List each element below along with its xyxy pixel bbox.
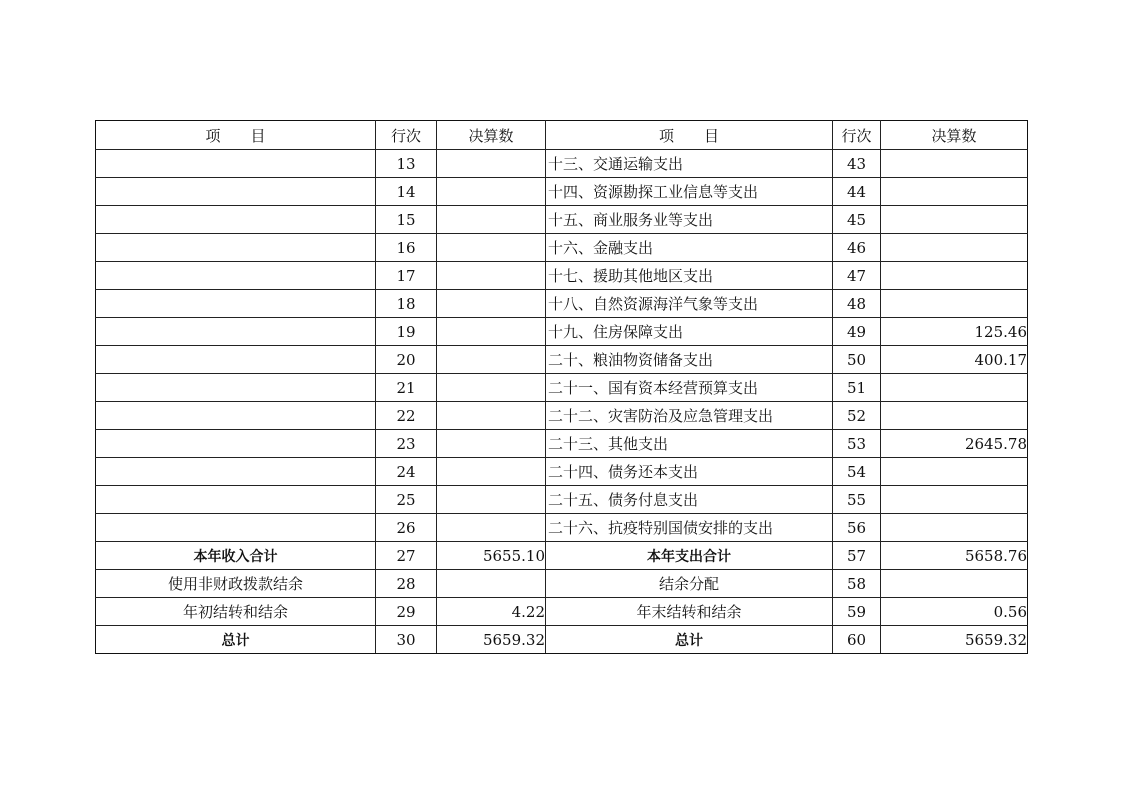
income-row-no: 17 <box>376 262 437 290</box>
expense-item: 二十五、债务付息支出 <box>546 486 833 514</box>
expense-item: 年末结转和结余 <box>546 598 833 626</box>
income-amount <box>437 262 546 290</box>
income-row-no: 27 <box>376 542 437 570</box>
table-body <box>96 150 1028 654</box>
expense-row-no: 43 <box>833 150 881 178</box>
table-row <box>96 486 1028 514</box>
table-row-annual-total <box>96 542 1028 570</box>
income-amount: 4.22 <box>437 598 546 626</box>
expense-item: 二十一、国有资本经营预算支出 <box>546 374 833 402</box>
expense-row-no: 51 <box>833 374 881 402</box>
income-amount <box>437 206 546 234</box>
header-amount-right: 决算数 <box>881 121 1028 150</box>
expense-row-no: 46 <box>833 234 881 262</box>
expense-row-no: 48 <box>833 290 881 318</box>
table-row <box>96 290 1028 318</box>
income-amount <box>437 346 546 374</box>
income-item <box>96 150 376 178</box>
income-item <box>96 486 376 514</box>
expense-item: 十六、金融支出 <box>546 234 833 262</box>
header-item-right: 项 目 <box>546 121 833 150</box>
expense-row-no: 60 <box>833 626 881 654</box>
expense-amount <box>881 458 1028 486</box>
income-amount <box>437 290 546 318</box>
table-row <box>96 374 1028 402</box>
expense-item: 十五、商业服务业等支出 <box>546 206 833 234</box>
expense-row-no: 50 <box>833 346 881 374</box>
table-row <box>96 262 1028 290</box>
expense-item: 十八、自然资源海洋气象等支出 <box>546 290 833 318</box>
expense-amount: 5658.76 <box>881 542 1028 570</box>
expense-item: 结余分配 <box>546 570 833 598</box>
expense-row-no: 44 <box>833 178 881 206</box>
income-row-no: 19 <box>376 318 437 346</box>
income-amount <box>437 458 546 486</box>
expense-row-no: 57 <box>833 542 881 570</box>
budget-settlement-table <box>95 120 1028 654</box>
income-row-no: 24 <box>376 458 437 486</box>
expense-item: 二十三、其他支出 <box>546 430 833 458</box>
table-row <box>96 570 1028 598</box>
income-grand-total-label: 总计 <box>96 626 376 654</box>
expense-row-no: 53 <box>833 430 881 458</box>
table-row <box>96 150 1028 178</box>
expense-item: 二十二、灾害防治及应急管理支出 <box>546 402 833 430</box>
income-row-no: 14 <box>376 178 437 206</box>
expense-amount <box>881 150 1028 178</box>
table-row <box>96 402 1028 430</box>
table-row <box>96 458 1028 486</box>
income-row-no: 13 <box>376 150 437 178</box>
expense-total-label: 本年支出合计 <box>546 542 833 570</box>
income-item: 年初结转和结余 <box>96 598 376 626</box>
income-amount: 5655.10 <box>437 542 546 570</box>
header-item-left: 项 目 <box>96 121 376 150</box>
income-row-no: 29 <box>376 598 437 626</box>
expense-row-no: 55 <box>833 486 881 514</box>
income-amount <box>437 402 546 430</box>
income-item <box>96 318 376 346</box>
table-row <box>96 318 1028 346</box>
expense-row-no: 45 <box>833 206 881 234</box>
income-row-no: 23 <box>376 430 437 458</box>
income-amount <box>437 150 546 178</box>
income-row-no: 26 <box>376 514 437 542</box>
header-row-no-right: 行次 <box>833 121 881 150</box>
income-row-no: 22 <box>376 402 437 430</box>
income-amount <box>437 374 546 402</box>
income-item <box>96 346 376 374</box>
expense-amount <box>881 290 1028 318</box>
expense-amount: 125.46 <box>881 318 1028 346</box>
expense-item: 二十四、债务还本支出 <box>546 458 833 486</box>
table-row <box>96 598 1028 626</box>
table-row <box>96 178 1028 206</box>
income-item <box>96 514 376 542</box>
expense-amount <box>881 178 1028 206</box>
income-amount <box>437 570 546 598</box>
expense-item: 二十六、抗疫特别国债安排的支出 <box>546 514 833 542</box>
expense-amount <box>881 206 1028 234</box>
expense-amount <box>881 514 1028 542</box>
income-row-no: 25 <box>376 486 437 514</box>
table-row <box>96 234 1028 262</box>
income-item <box>96 178 376 206</box>
header-row-no-left: 行次 <box>376 121 437 150</box>
expense-row-no: 47 <box>833 262 881 290</box>
income-row-no: 21 <box>376 374 437 402</box>
income-item <box>96 262 376 290</box>
income-item <box>96 430 376 458</box>
expense-row-no: 56 <box>833 514 881 542</box>
table-row-grand-total <box>96 626 1028 654</box>
income-item <box>96 206 376 234</box>
income-row-no: 16 <box>376 234 437 262</box>
income-amount <box>437 178 546 206</box>
expense-item: 二十、粮油物资储备支出 <box>546 346 833 374</box>
expense-item: 十三、交通运输支出 <box>546 150 833 178</box>
income-amount: 5659.32 <box>437 626 546 654</box>
expense-amount <box>881 234 1028 262</box>
income-item <box>96 234 376 262</box>
expense-row-no: 54 <box>833 458 881 486</box>
income-item: 使用非财政拨款结余 <box>96 570 376 598</box>
expense-amount <box>881 262 1028 290</box>
expense-amount: 400.17 <box>881 346 1028 374</box>
income-amount <box>437 430 546 458</box>
income-amount <box>437 486 546 514</box>
table-row <box>96 430 1028 458</box>
expense-row-no: 49 <box>833 318 881 346</box>
expense-amount: 5659.32 <box>881 626 1028 654</box>
income-row-no: 15 <box>376 206 437 234</box>
expense-item: 十四、资源勘探工业信息等支出 <box>546 178 833 206</box>
income-row-no: 28 <box>376 570 437 598</box>
table-header-row <box>96 121 1028 150</box>
expense-item: 十九、住房保障支出 <box>546 318 833 346</box>
income-amount <box>437 234 546 262</box>
income-amount <box>437 514 546 542</box>
header-amount-left: 决算数 <box>437 121 546 150</box>
income-item <box>96 402 376 430</box>
expense-amount <box>881 402 1028 430</box>
table-row <box>96 206 1028 234</box>
expense-grand-total-label: 总计 <box>546 626 833 654</box>
income-amount <box>437 318 546 346</box>
expense-amount <box>881 486 1028 514</box>
expense-amount <box>881 570 1028 598</box>
income-row-no: 18 <box>376 290 437 318</box>
income-row-no: 20 <box>376 346 437 374</box>
expense-amount: 2645.78 <box>881 430 1028 458</box>
income-item <box>96 290 376 318</box>
income-item <box>96 374 376 402</box>
expense-amount <box>881 374 1028 402</box>
table-row <box>96 514 1028 542</box>
income-row-no: 30 <box>376 626 437 654</box>
income-total-label: 本年收入合计 <box>96 542 376 570</box>
expense-amount: 0.56 <box>881 598 1028 626</box>
table-row <box>96 346 1028 374</box>
expense-row-no: 52 <box>833 402 881 430</box>
expense-row-no: 59 <box>833 598 881 626</box>
income-item <box>96 458 376 486</box>
expense-item: 十七、援助其他地区支出 <box>546 262 833 290</box>
expense-row-no: 58 <box>833 570 881 598</box>
